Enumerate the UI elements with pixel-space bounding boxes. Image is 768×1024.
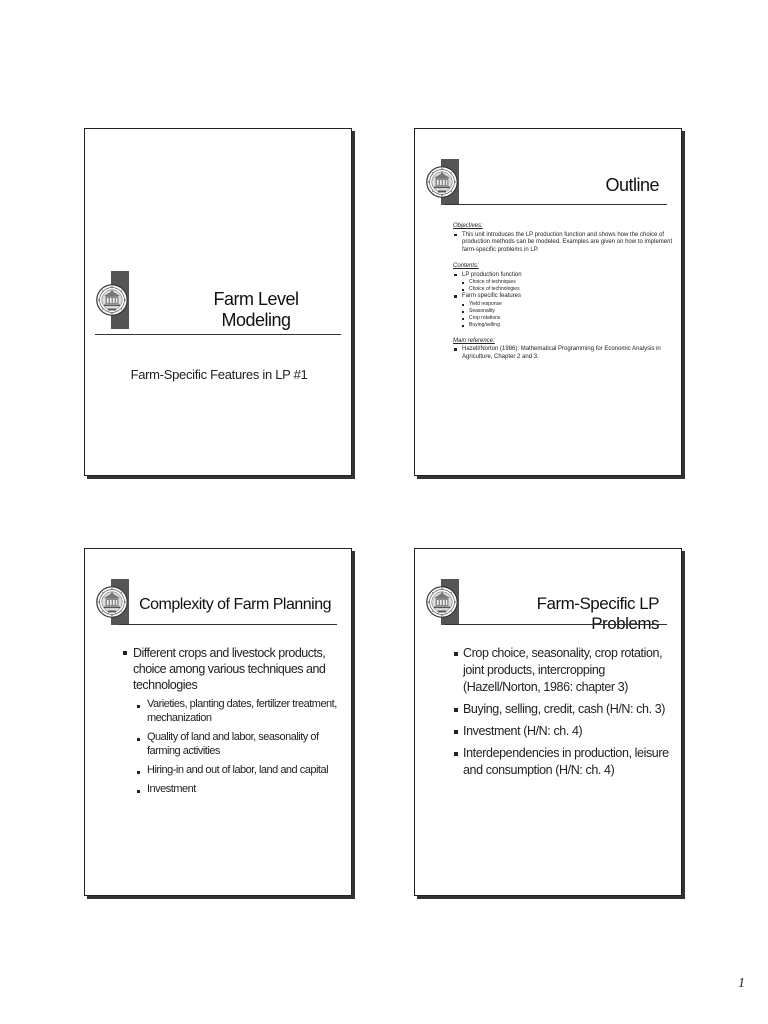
slide-3 bbox=[84, 548, 352, 896]
list-subitem: Buying/selling bbox=[453, 322, 675, 329]
list-item: Buying, selling, credit, cash (H/N: ch. 3) bbox=[453, 701, 675, 718]
university-seal-icon bbox=[425, 579, 459, 625]
references-list bbox=[453, 346, 675, 361]
title-divider bbox=[445, 624, 667, 625]
slide-2 bbox=[414, 128, 682, 476]
list-subitem: Crop rotations bbox=[453, 315, 675, 322]
bullet-list bbox=[453, 645, 675, 784]
list-item: Interdependencies in production, leisure and consumption (H/N: ch. 4) bbox=[453, 745, 675, 779]
list-item: Different crops and livestock products, choice among various techniques and technologies bbox=[121, 645, 343, 693]
list-subitem: Varieties, planting dates, fertilizer treatment, mechanization bbox=[121, 697, 343, 725]
slide-title: Farm Level Modeling bbox=[213, 289, 299, 330]
contents-list bbox=[453, 272, 675, 329]
slide-title: Outline bbox=[605, 175, 659, 195]
list-item: This unit introduces the LP production function and shows how the choice of production methods can be modeled. Examples are given on how to implement farm-specific problems in LP. bbox=[453, 232, 675, 255]
slide-title: Farm-Specific LP Problems bbox=[536, 594, 659, 633]
university-seal-icon bbox=[95, 271, 129, 329]
university-seal-icon bbox=[95, 579, 129, 625]
page-number: 1 bbox=[738, 976, 745, 991]
list-subitem: Yield response bbox=[453, 301, 675, 308]
title-divider bbox=[445, 204, 667, 205]
list-item: Investment (H/N: ch. 4) bbox=[453, 723, 675, 740]
list-subitem: Choice of technologies bbox=[453, 286, 675, 293]
outline-body bbox=[453, 223, 675, 361]
list-item: Hazell/Norton (1986): Mathematical Programming for Economic Analysis in Agriculture, Chapter 2 and 3. bbox=[453, 346, 675, 361]
list-subitem: Seasonality bbox=[453, 308, 675, 315]
bullet-list bbox=[121, 645, 343, 801]
list-subitem: Investment bbox=[121, 782, 343, 796]
slide-1 bbox=[84, 128, 352, 476]
list-subitem: Choice of techniques bbox=[453, 279, 675, 286]
reference-heading: Main reference: bbox=[453, 337, 495, 344]
university-seal-icon bbox=[425, 159, 459, 205]
objectives-heading: Objectives: bbox=[453, 223, 483, 229]
title-divider bbox=[95, 334, 341, 335]
objectives-list bbox=[453, 232, 675, 255]
list-item: Crop choice, seasonality, crop rotation, joint products, intercropping (Hazell/Norton, 1986: chapter 3) bbox=[453, 645, 675, 696]
title-divider bbox=[119, 624, 337, 625]
list-item: Farm specific features bbox=[453, 293, 675, 301]
slide-4 bbox=[414, 548, 682, 896]
slide-subtitle: Farm-Specific Features in LP #1 bbox=[130, 367, 308, 382]
list-subitem: Quality of land and labor, seasonality of farming activities bbox=[121, 730, 343, 758]
list-subitem: Hiring-in and out of labor, land and capital bbox=[121, 763, 343, 777]
slide-title: Complexity of Farm Planning bbox=[139, 596, 331, 613]
contents-heading: Contents: bbox=[453, 263, 479, 269]
list-item: LP production function bbox=[453, 272, 675, 280]
